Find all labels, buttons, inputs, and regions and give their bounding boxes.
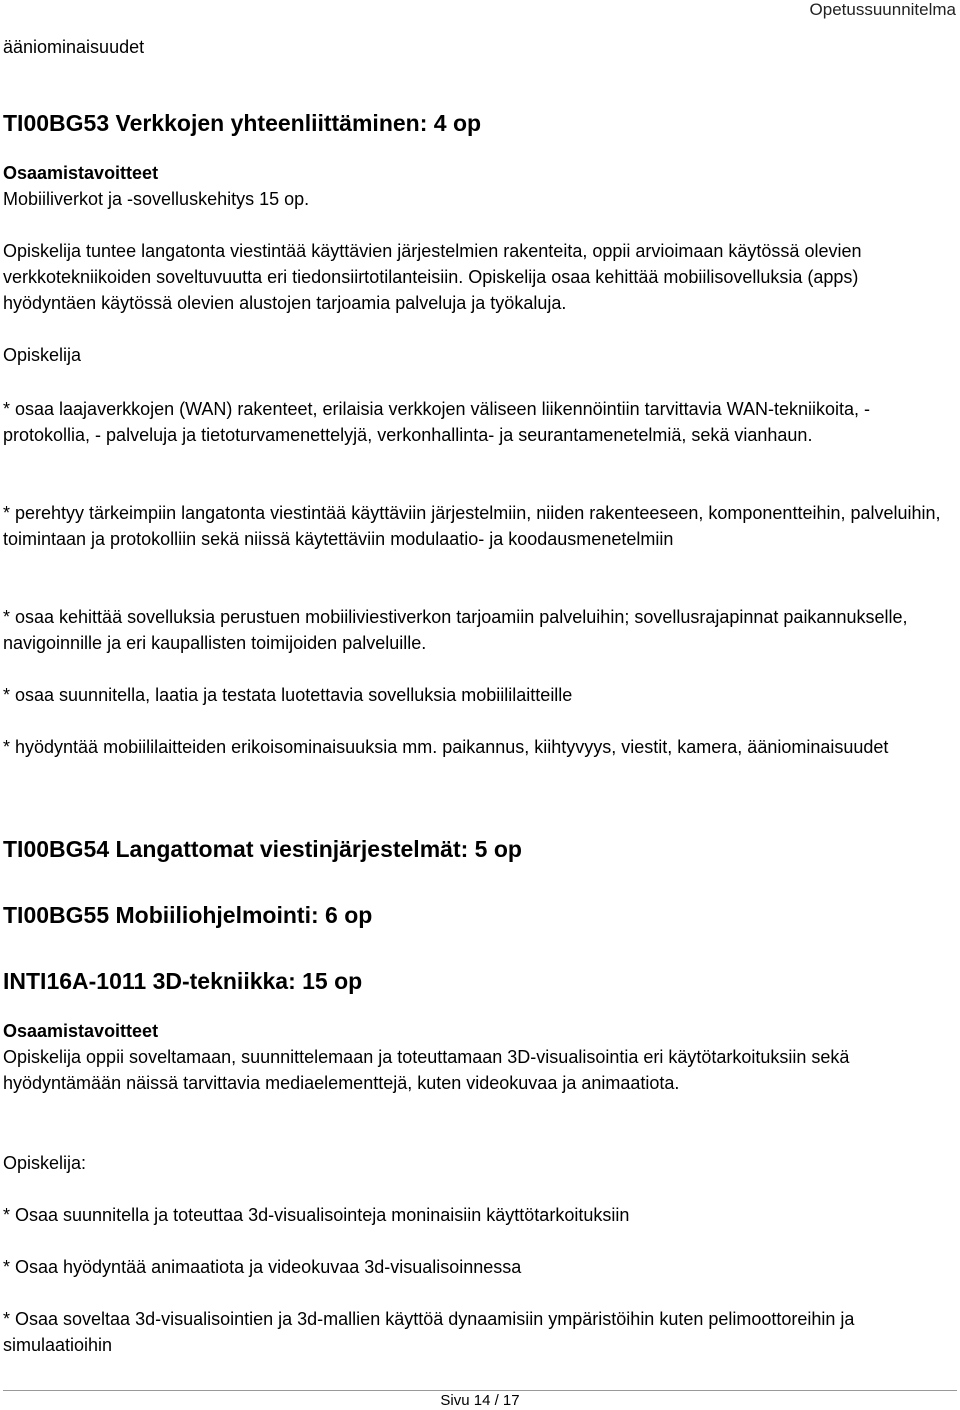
objective-bullet: * Osaa suunnitella ja toteuttaa 3d-visualisointeja moninaisiin käyttötarkoituksiin xyxy=(3,1205,630,1225)
objective-bullet: * hyödyntää mobiililaitteiden erikoisominaisuuksia mm. paikannus, kiihtyvyys, viestit, kamera, ääniominaisuudet xyxy=(3,737,889,757)
page-number: Sivu 14 / 17 xyxy=(440,1392,520,1409)
course-title-ti00bg55: TI00BG55 Mobiiliohjelmointi: 6 op xyxy=(3,902,373,928)
course-title-ti00bg53: TI00BG53 Verkkojen yhteenliittäminen: 4 op xyxy=(3,110,482,136)
objective-bullet: * osaa suunnitella, laatia ja testata luotettavia sovelluksia mobiililaitteille xyxy=(3,685,573,705)
course-module-line: Mobiiliverkot ja -sovelluskehitys 15 op. xyxy=(3,189,310,209)
course-title-ti00bg54: TI00BG54 Langattomat viestinjärjestelmät: 5 op xyxy=(3,836,522,862)
objectives-heading: Osaamistavoitteet xyxy=(3,1021,159,1041)
objective-bullet: * Osaa hyödyntää animaatiota ja videokuvaa 3d-visualisoinnessa xyxy=(3,1257,522,1277)
student-label: Opiskelija: xyxy=(3,1153,87,1173)
objectives-paragraph: Opiskelija tuntee langatonta viestintää käyttävien järjestelmien rakenteita, oppii arvioimaan käytössä olevien verkkotekniikoiden soveltuvuutta eri tiedonsiirtotilanteisiin. Opiskelija osaa kehittää mobiilisovelluksia (apps) hyödyntäen käytössä olevien alustojen tarjoamia palveluja ja työkaluja. xyxy=(3,241,862,313)
continued-text: ääniominaisuudet xyxy=(3,37,145,57)
objectives-heading: Osaamistavoitteet xyxy=(3,163,159,183)
document-header-title: Opetussuunnitelma xyxy=(809,0,956,19)
student-label: Opiskelija xyxy=(3,345,82,365)
footer-divider xyxy=(3,1390,957,1391)
objective-bullet: * perehtyy tärkeimpiin langatonta viestintää käyttäviin järjestelmiin, niiden rakenteeseen, komponentteihin, palveluihin, toimintaan ja protokolliin sekä niissä käytettäviin modulaatio- ja koodausmenetelmiin xyxy=(3,503,941,549)
course-title-inti16a-1011: INTI16A-1011 3D-tekniikka: 15 op xyxy=(3,968,363,994)
objective-bullet: * osaa kehittää sovelluksia perustuen mobiiliviestiverkon tarjoamiin palveluihin; sovellusrajapinnat paikannukselle, navigoinnille ja eri kaupallisten toimijoiden palveluille. xyxy=(3,607,908,653)
objective-bullet: * Osaa soveltaa 3d-visualisointien ja 3d-mallien käyttöä dynaamisiin ympäristöihin kuten pelimoottoreihin ja simulaatioihin xyxy=(3,1309,855,1355)
objectives-paragraph: Opiskelija oppii soveltamaan, suunnittelemaan ja toteuttamaan 3D-visualisointia eri käytötarkoituksiin sekä hyödyntämään näissä tarvittavia mediaelementtejä, kuten videokuvaa ja animaatiota. xyxy=(3,1047,850,1093)
objective-bullet: * osaa laajaverkkojen (WAN) rakenteet, erilaisia verkkojen väliseen liikennöintiin tarvittavia WAN-tekniikoita, -protokollia, - palveluja ja tietoturvamenettelyjä, verkonhallinta- ja seurantamenetelmiä, sekä vianhaun. xyxy=(3,399,871,445)
